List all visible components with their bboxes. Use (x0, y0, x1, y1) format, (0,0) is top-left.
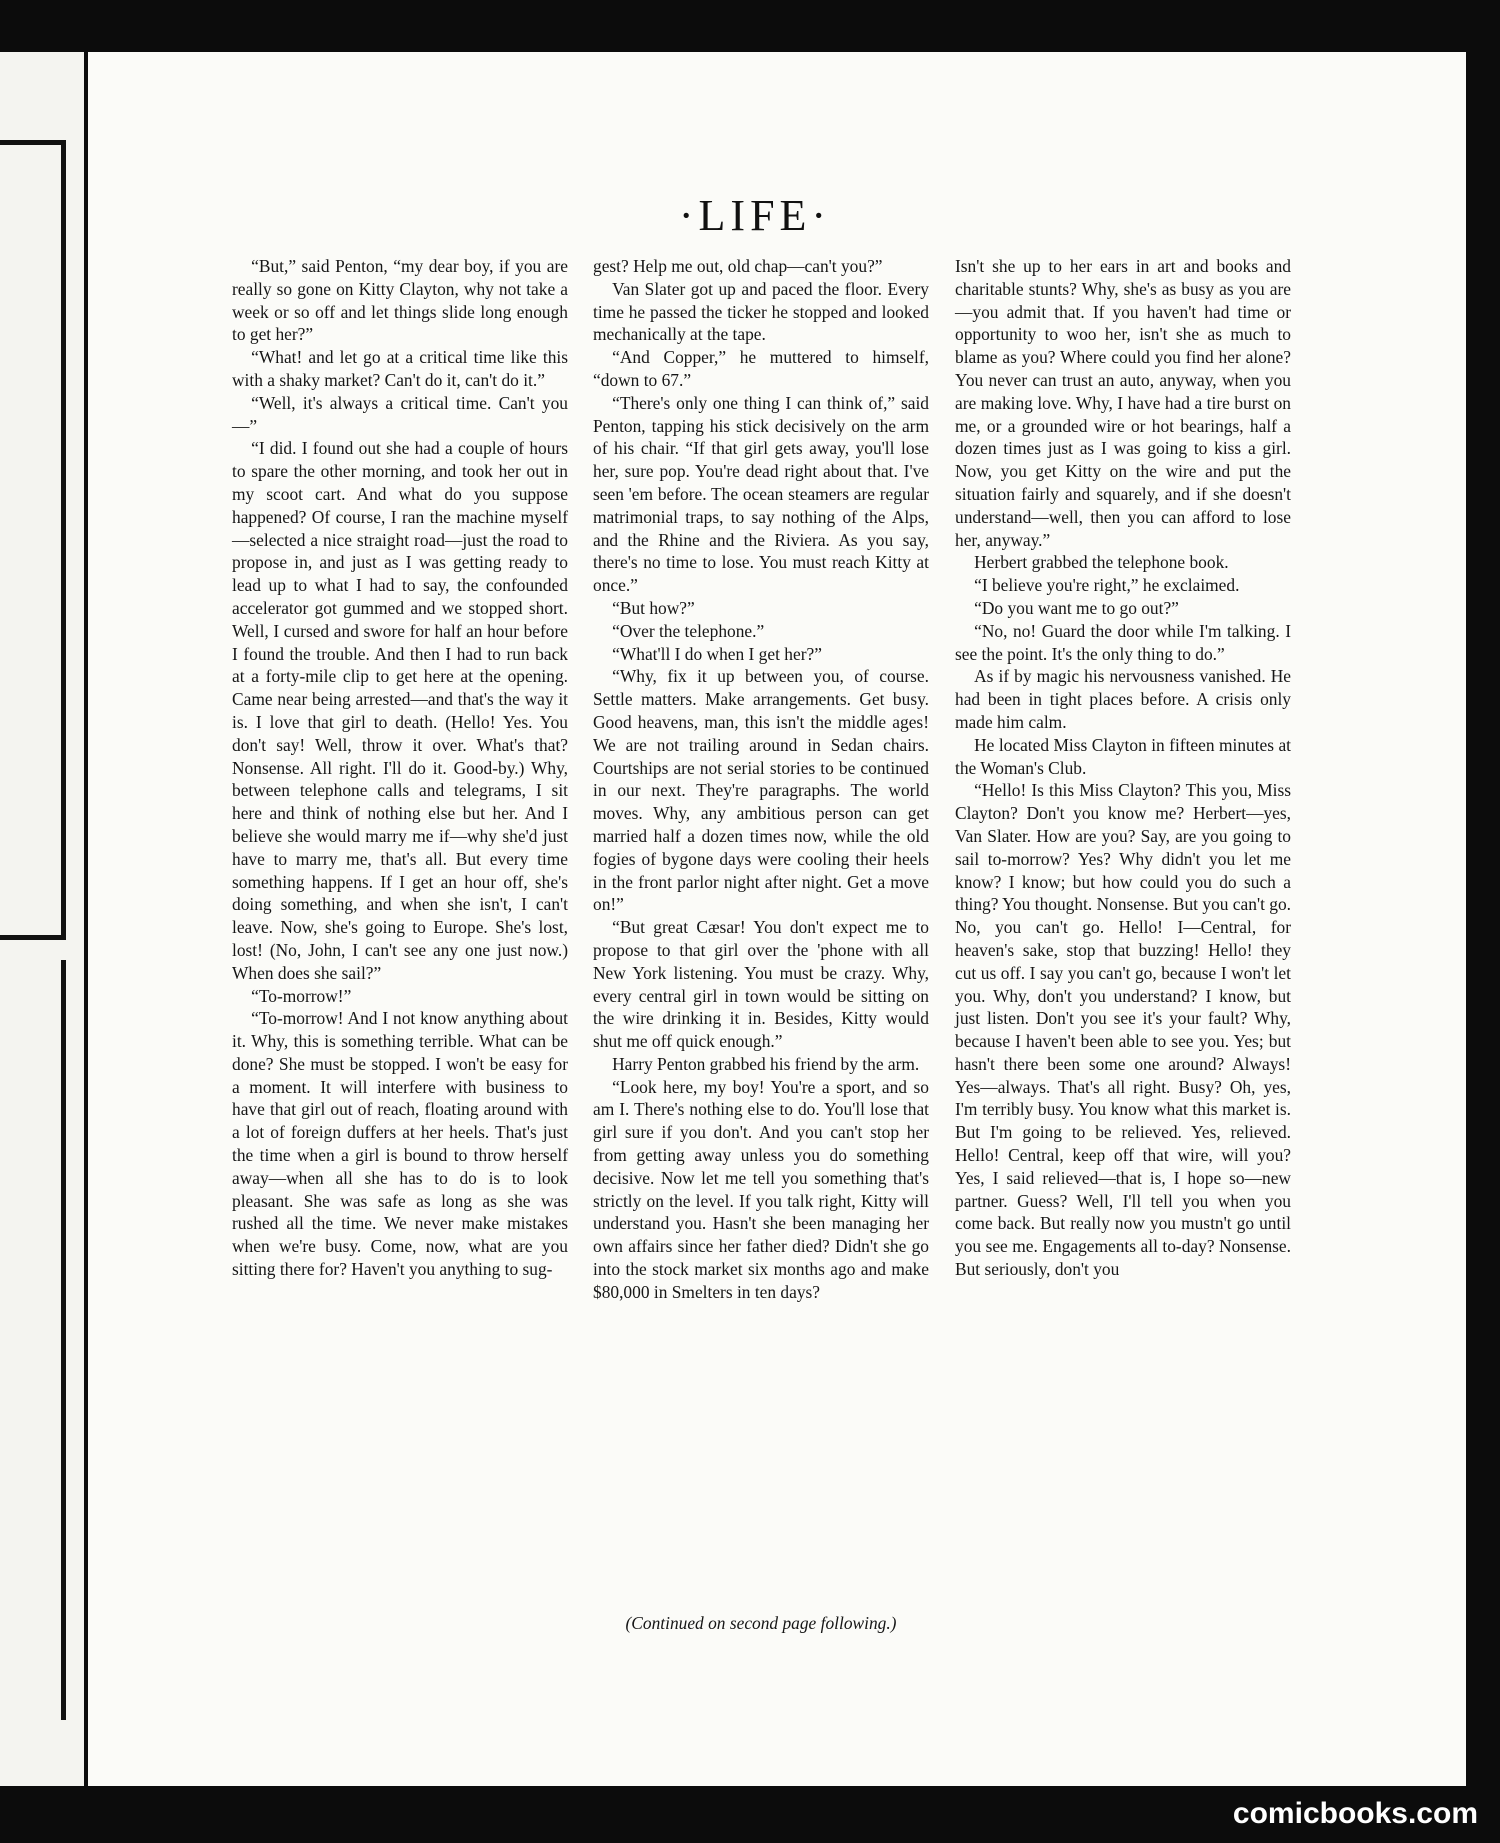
paragraph: “But great Cæsar! You don't expect me to propose to that girl over the 'phone with all New York listening. You must be crazy. Why, every central girl in town would be sitting on the wire drinking it in. Besides, Kitty would shut me off quick enough.” (593, 917, 929, 1052)
text-column-1 (232, 255, 568, 1281)
text-column-3 (955, 255, 1291, 1281)
paragraph: Isn't she up to her ears in art and books and charitable stunts? Why, she's as busy as you are—you admit that. If you haven't had time or opportunity to woo her, isn't she as much to blame as you? Where could you find her alone? You never can trust an auto, anyway, when you are making love. Why, I have had a tire burst on me, or a grounded wire or hot bearings, half a dozen times just as I was going to kiss a girl. Now, you get Kitty on the wire and put the situation fairly and squarely, and if she doesn't understand—well, then you can afford to lose her, anyway.” (955, 256, 1291, 550)
paragraph: “No, no! Guard the door while I'm talking. I see the point. It's the only thing to do.” (955, 620, 1291, 664)
paragraph: “Well, it's always a critical time. Can't you—” (232, 392, 568, 436)
paragraph: “And Copper,” he muttered to himself, “down to 67.” (593, 347, 929, 390)
paragraph: “To-morrow!” (251, 985, 352, 1006)
previous-page-frame (0, 140, 66, 940)
paragraph: “I believe you're right,” he exclaimed. (974, 575, 1240, 596)
paragraph: “But,” said Penton, “my dear boy, if you are really so gone on Kitty Clayton, why not take a week or so off and let things slide long enough to get her?” (232, 256, 568, 345)
paragraph: “What'll I do when I get her?” (612, 643, 822, 664)
continuation-note: (Continued on second page following.) (625, 1613, 897, 1633)
paragraph: “But how?” (612, 597, 695, 618)
paragraph: “Hello! Is this Miss Clayton? This you, Miss Clayton? Don't you know me? Herbert—yes, Van Slater. How are you? Say, are you going to sail to-morrow? Yes? Why didn't you let me know? I know; but how could you do such a thing? You thought. Nonsense. But you can't go. No, you can't go. Hello! I—Central, for heaven's sake, stop that buzzing! Hello! they cut us off. I say you can't go, because I won't let you. Why, don't you understand? I know, but just listen. Don't you see it's your fault? Why, because I haven't been able to see you. Yes; but hasn't there been some one around? Always! Yes—always. That's all right. Busy? Oh, yes, I'm terribly busy. You know what this market is. But I'm going to be relieved. Yes, relieved. Hello! Central, keep off that wire, will you? Yes, I said relieved—that is, I hope so—new partner. Guess? Well, I'll tell you when you come back. But really now you mustn't go until you see me. Engagements all to-day? Nonsense. But seriously, don't you (955, 780, 1291, 1280)
paragraph: Harry Penton grabbed his friend by the arm. (612, 1053, 920, 1074)
paragraph: “Do you want me to go out?” (974, 597, 1179, 618)
paragraph: He located Miss Clayton in fifteen minutes at the Woman's Club. (955, 734, 1291, 778)
paragraph: “What! and let go at a critical time like this with a shaky market? Can't do it, can't do it.” (232, 347, 568, 390)
paragraph: Herbert grabbed the telephone book. (974, 552, 1229, 573)
paragraph: gest? Help me out, old chap—can't you?” (593, 256, 883, 276)
paragraph: As if by magic his nervousness vanished. He had been in tight places before. A crisis only made him calm. (955, 666, 1291, 732)
previous-page-frame-lower (0, 960, 66, 1720)
masthead-title: ·LIFE· (678, 191, 832, 240)
text-column-2 (593, 255, 929, 1304)
paragraph: “There's only one thing I can think of,” said Penton, tapping his stick decisively on the arm of his chair. “If that girl gets away, you'll lose her, sure pop. You're dead right about that. I've seen 'em before. The ocean steamers are regular matrimonial traps, to say nothing of the Alps, and the Rhine and the Riviera. As you say, there's no time to lose. You must reach Kitty at once.” (593, 392, 929, 596)
paragraph: “I did. I found out she had a couple of hours to spare the other morning, and took her out in my scoot cart. And what do you suppose happened? Of course, I ran the machine myself—selected a nice straight road—just the road to propose in, and just as I was getting ready to lead up to what I had to say, the confounded accelerator got gummed and we stopped short. Well, I cursed and swore for half an hour before I found the trouble. And then I had to run back at a forty-mile clip to get here at the opening. Came near being arrested—and that's the way it is. I love that girl to death. (Hello! Yes. You don't say! Well, throw it over. What's that? Nonsense. All right. I'll do it. Good-by.) Why, between telephone calls and telegrams, I sit here and think of nothing else but her. And I believe she would marry me if—why she'd just have to marry me, that's all. But every time something happens. If I get an hour off, she's doing something, and when she isn't, I can't leave. Now, she's going to Europe. She's lost, lost! (No, John, I can't see any one just now.) When does she sail?” (232, 438, 568, 983)
paragraph: “Why, fix it up between you, of course. Settle matters. Make arrangements. Get busy. Good heavens, man, this isn't the middle ages! We are not trailing around in Sedan chairs. Courtships are not serial stories to be continued in our next. They're paragraphs. The world moves. Why, any ambitious person can get married half a dozen times now, while the old fogies of bygone days were cooling their heels in the front parlor night after night. Get a move on!” (593, 666, 929, 915)
paragraph: “Look here, my boy! You're a sport, and so am I. There's nothing else to do. You'll lose that girl sure if you don't. And you can't stop her from getting away unless you do something decisive. Now let me tell you something that's strictly on the level. If you talk right, Kitty will understand you. Hasn't she been managing her own affairs since her father died? Didn't she go into the stock market six months ago and make $80,000 in Smelters in ten days? (593, 1076, 929, 1302)
paragraph: “To-morrow! And I not know anything about it. Why, this is something terrible. What can be done? She must be stopped. I won't be easy for a moment. It will interfere with business to have that girl out of reach, floating around with a lot of foreign duffers at her heels. That's just the time when a girl is bound to throw herself away—when all she has to do is to look pleasant. She was safe as long as she was rushed all the time. We never make mistakes when we're busy. Come, now, what are you sitting there for? Haven't you anything to sug- (232, 1008, 568, 1280)
paragraph: “Over the telephone.” (612, 620, 765, 641)
site-watermark: comicbooks.com (1232, 1797, 1478, 1830)
paragraph: Van Slater got up and paced the floor. Every time he passed the ticker he stopped and looked mechanically at the tape. (593, 278, 929, 345)
